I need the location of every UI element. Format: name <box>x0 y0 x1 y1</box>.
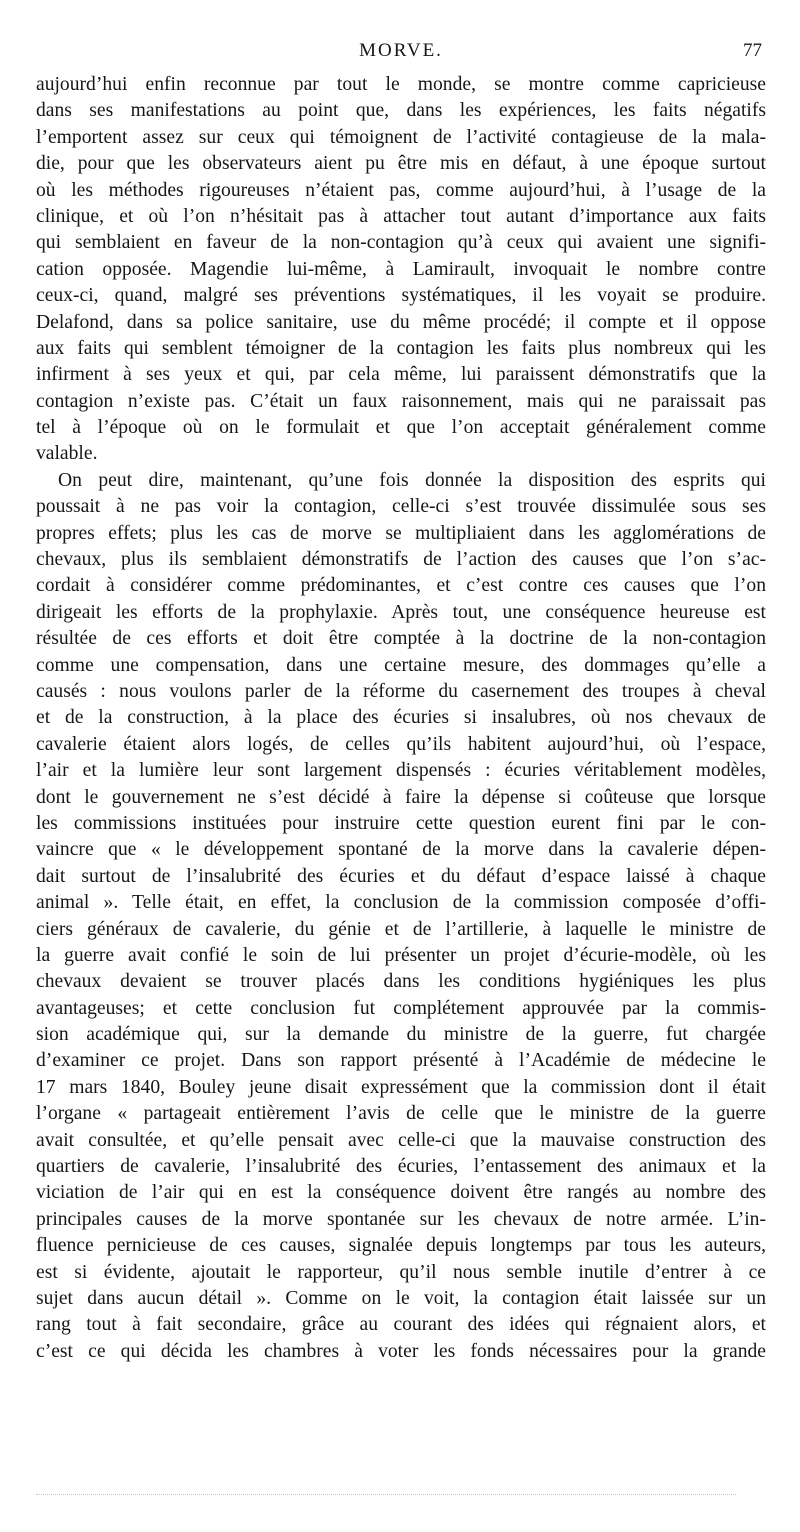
paragraph-1 <box>36 72 766 468</box>
body-text <box>36 72 766 1365</box>
paragraph-2 <box>36 468 766 1365</box>
text-line: résultée de ces efforts et doit être comptée à la doctrine de la non-contagion <box>36 628 766 650</box>
text-line: dirigeait les efforts de la prophylaxie. Après tout, une conséquence heureuse est <box>36 601 766 623</box>
text-line: aujourd’hui enfin reconnue par tout le monde, se montre comme capricieuse <box>36 74 766 95</box>
text-line: cation opposée. Magendie lui-même, à Lamirault, invoquait le nombre contre <box>36 258 766 280</box>
text-line: clinique, et où l’on n’hésitait pas à attacher tout autant d’importance aux faits <box>36 205 766 227</box>
page-number: 77 <box>743 40 762 61</box>
text-line: l’organe « partageait entièrement l’avis de celle que le ministre de la guerre <box>36 1103 766 1125</box>
text-line: l’air et la lumière leur sont largement dispensés : écuries véritablement modèles, <box>36 760 766 782</box>
scan-artifact-line <box>36 1494 736 1498</box>
text-line: infirment à ses yeux et qui, par cela même, lui paraissent démonstratifs que la <box>36 364 766 386</box>
running-head <box>36 40 766 70</box>
text-line: chevaux devaient se trouver placés dans les conditions hygiéniques les plus <box>36 971 766 993</box>
text-line: qui semblaient en faveur de la non-contagion qu’à ceux qui avaient une signifi- <box>36 232 766 254</box>
text-line: vaincre que « le développement spontané de la morve dans la cavalerie dépen- <box>36 839 766 861</box>
text-line: principales causes de la morve spontanée sur les chevaux de notre armée. L’in- <box>36 1208 766 1230</box>
text-line: dait surtout de l’insalubrité des écuries et du défaut d’espace laissé à chaque <box>36 865 766 887</box>
text-line: comme une compensation, dans une certaine mesure, des dommages qu’elle a <box>36 654 766 676</box>
text-line: d’examiner ce projet. Dans son rapport présenté à l’Académie de médecine le <box>36 1050 766 1072</box>
text-line: sujet dans aucun détail ». Comme on le voit, la contagion était laissée sur un <box>36 1287 766 1309</box>
text-line: l’emportent assez sur ceux qui témoignent de l’activité contagieuse de la mala- <box>36 126 766 148</box>
text-line: viciation de l’air qui en est la conséquence doivent être rangés au nombre des <box>36 1182 766 1204</box>
text-line: die, pour que les observateurs aient pu être mis en défaut, à une époque surtout <box>36 153 766 175</box>
running-head-title: MORVE. <box>359 40 443 61</box>
text-line: dans ses manifestations au point que, dans les expériences, les faits négatifs <box>36 100 766 122</box>
text-line: c’est ce qui décida les chambres à voter les fonds nécessaires pour la grande <box>36 1340 766 1362</box>
text-line: cordait à considérer comme prédominantes, et c’est contre ces causes que l’on <box>36 575 766 597</box>
text-line: ceux-ci, quand, malgré ses préventions systématiques, il les voyait se produire. <box>36 285 766 307</box>
text-line: valable. <box>36 443 98 465</box>
text-line: propres effets; plus les cas de morve se multipliaient dans les agglomérations de <box>36 522 766 544</box>
text-line: tel à l’époque où on le formulait et que l’on acceptait généralement comme <box>36 417 766 439</box>
text-line: les commissions instituées pour instruire cette question eurent fini par le con- <box>36 812 766 834</box>
text-line: animal ». Telle était, en effet, la conclusion de la commission composée d’offi- <box>36 892 766 914</box>
text-line: poussait à ne pas voir la contagion, celle-ci s’est trouvée dissimulée sous ses <box>36 496 766 518</box>
text-line: avantageuses; et cette conclusion fut complétement approuvée par la commis- <box>36 997 766 1019</box>
text-line: dont le gouvernement ne s’est décidé à faire la dépense si coûteuse que lorsque <box>36 786 766 808</box>
text-line: ciers généraux de cavalerie, du génie et de l’artillerie, à laquelle le ministre de <box>36 918 766 940</box>
text-line: sion académique qui, sur la demande du ministre de la guerre, fut chargée <box>36 1024 766 1046</box>
text-line: est si évidente, ajoutait le rapporteur, qu’il nous semble inutile d’entrer à ce <box>36 1261 766 1283</box>
text-line: fluence pernicieuse de ces causes, signalée depuis longtemps par tous les auteurs, <box>36 1235 766 1257</box>
text-line: Delafond, dans sa police sanitaire, use du même procédé; il compte et il oppose <box>36 311 766 333</box>
text-line: avait consultée, et qu’elle pensait avec celle-ci que la mauvaise construction des <box>36 1129 766 1151</box>
text-line: rang tout à fait secondaire, grâce au courant des idées qui régnaient alors, et <box>36 1314 766 1336</box>
text-line: On peut dire, maintenant, qu’une fois donnée la disposition des esprits qui <box>58 469 766 491</box>
text-line: aux faits qui semblent témoigner de la contagion les faits plus nombreux qui les <box>36 337 766 359</box>
text-line: et de la construction, à la place des écuries si insalubres, où nos chevaux de <box>36 707 766 729</box>
text-line: 17 mars 1840, Bouley jeune disait expressément que la commission dont il était <box>36 1076 766 1098</box>
text-line: contagion n’existe pas. C’était un faux raisonnement, mais qui ne paraissait pas <box>36 390 766 412</box>
text-line: où les méthodes rigoureuses n’étaient pas, comme aujourd’hui, à l’usage de la <box>36 179 766 201</box>
text-line: causés : nous voulons parler de la réforme du casernement des troupes à cheval <box>36 680 766 702</box>
text-line: chevaux, plus ils semblaient démonstratifs de l’action des causes que l’on s’ac- <box>36 549 766 571</box>
text-line: cavalerie étaient alors logés, de celles qu’ils habitent aujourd’hui, où l’espace, <box>36 733 766 755</box>
text-line: quartiers de cavalerie, l’insalubrité des écuries, l’entassement des animaux et la <box>36 1156 766 1178</box>
text-line: la guerre avait confié le soin de lui présenter un projet d’écurie-modèle, où les <box>36 944 766 966</box>
